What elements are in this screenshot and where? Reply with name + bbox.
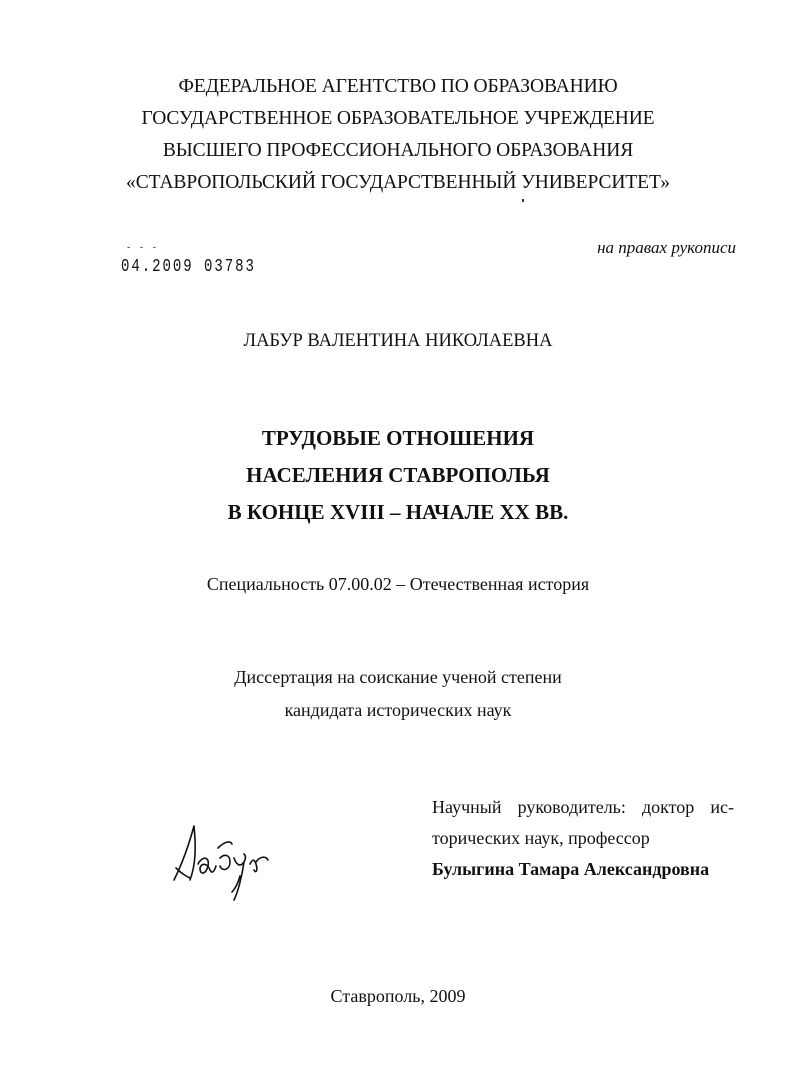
degree-line-2: кандидата исторических наук [284,700,512,720]
stamp-dashes: - - - [126,243,159,253]
header-line-university: «СТАВРОПОЛЬСКИЙ ГОСУДАРСТВЕННЫЙ УНИВЕРСИТЕТ» [126,172,670,193]
degree-line-1: Диссертация на соискание ученой степени [234,667,562,687]
advisor-line-1: Научный руководитель: доктор ис- [432,797,734,817]
title-line-3: В КОНЦЕ XVIII – НАЧАЛЕ XX ВВ. [227,500,569,524]
manuscript-rights-note: на правах рукописи [597,238,736,257]
header-line-education: ВЫСШЕГО ПРОФЕССИОНАЛЬНОГО ОБРАЗОВАНИЯ [162,140,634,161]
advisor-line-2: торических наук, профессор [432,828,650,848]
header-line-agency: ФЕДЕРАЛЬНОЕ АГЕНТСТВО ПО ОБРАЗОВАНИЮ [178,76,618,97]
speck-mark [522,199,524,202]
title-line-2: НАСЕЛЕНИЯ СТАВРОПОЛЬЯ [246,463,550,487]
title-line-1: ТРУДОВЫЕ ОТНОШЕНИЯ [261,426,535,450]
advisor-block [432,792,734,885]
author-name: ЛАБУР ВАЛЕНТИНА НИКОЛАЕВНА [243,331,553,351]
header-line-institution: ГОСУДАРСТВЕННОЕ ОБРАЗОВАТЕЛЬНОЕ УЧРЕЖДЕНИЕ [141,108,655,129]
place-and-year: Ставрополь, 2009 [330,986,466,1006]
specialty: Специальность 07.00.02 – Отечественная история [206,574,590,594]
handwritten-signature [172,818,282,902]
registration-stamp: 04.2009 03783 [121,257,256,277]
advisor-name: Булыгина Тамара Александровна [432,859,710,879]
